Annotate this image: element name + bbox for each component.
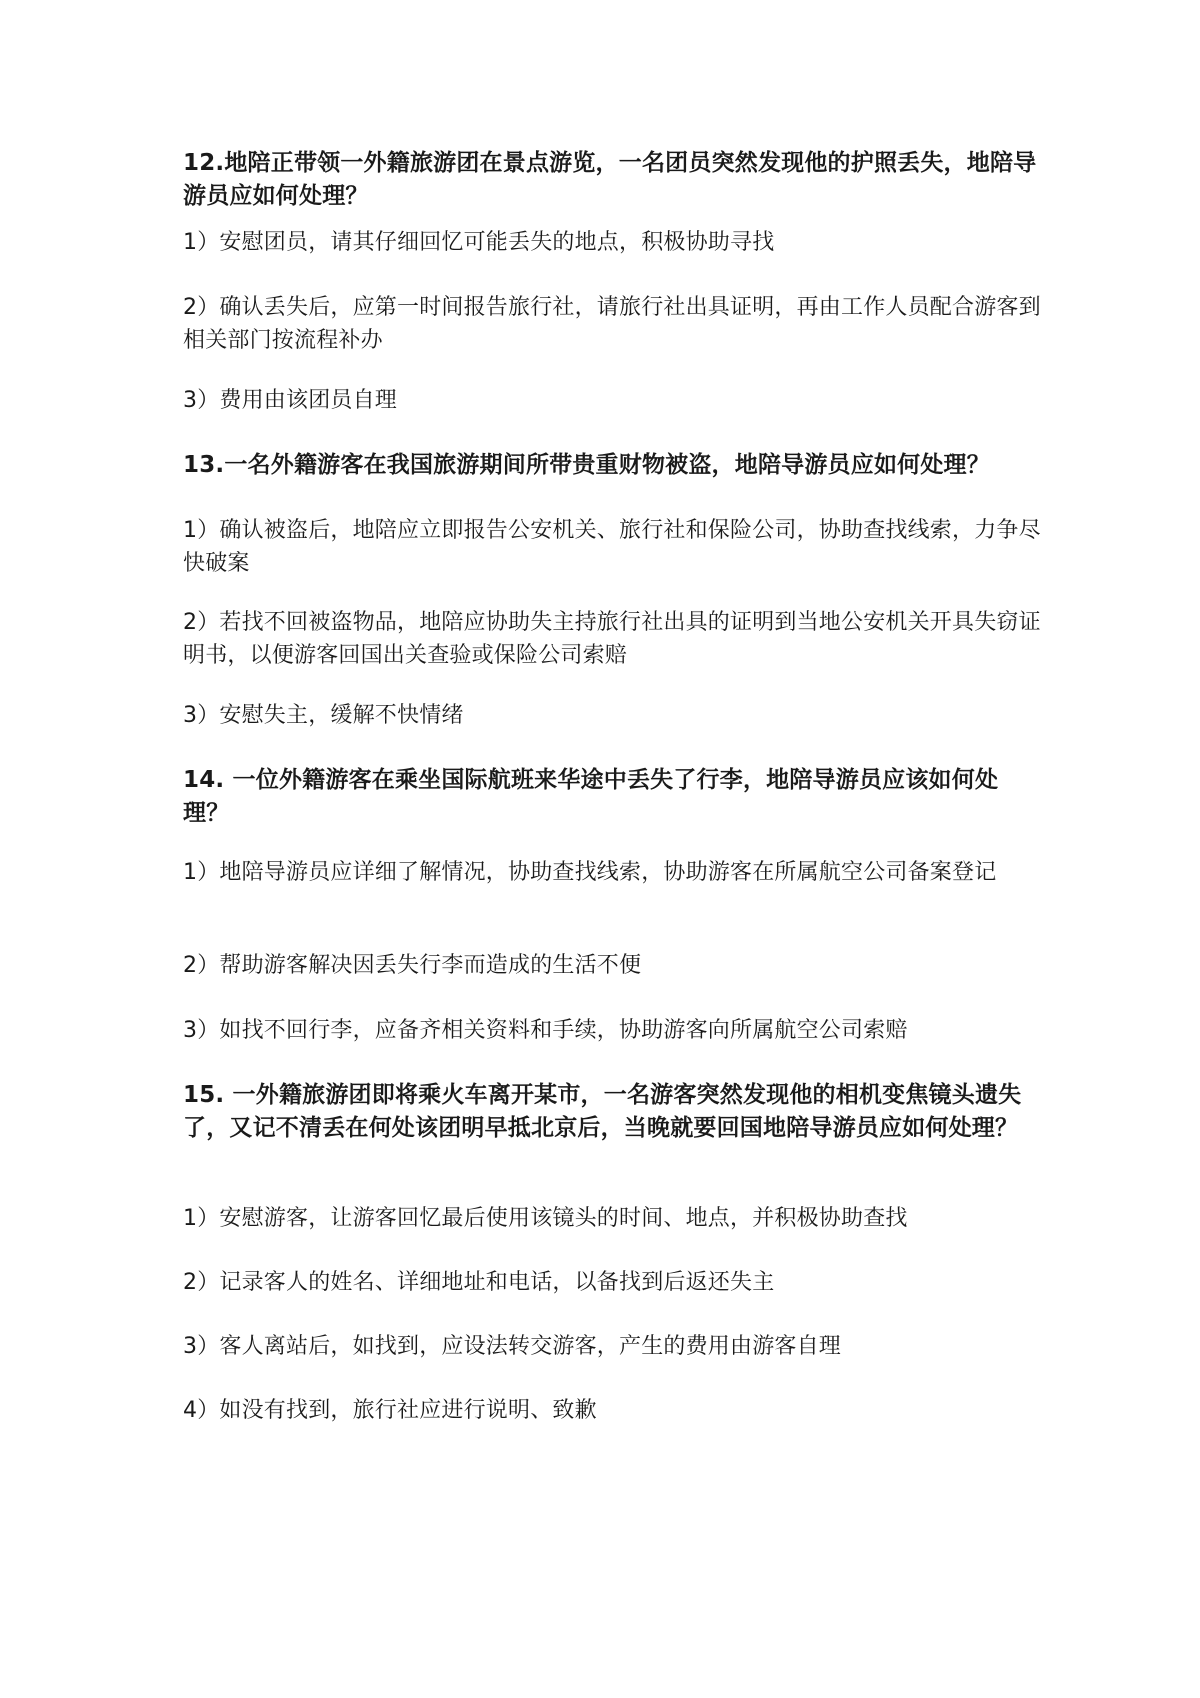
answer-15-2: 2）记录客人的姓名、详细地址和电话，以备找到后返还失主 bbox=[183, 1270, 775, 1295]
answer-14-3: 3）如找不回行李，应备齐相关资料和手续，协助游客向所属航空公司索赔 bbox=[183, 1018, 908, 1043]
answer-15-3: 3）客人离站后，如找到，应设法转交游客，产生的费用由游客自理 bbox=[183, 1334, 841, 1359]
answer-15-4: 4）如没有找到，旅行社应进行说明、致歉 bbox=[183, 1398, 597, 1423]
answer-12-3: 3）费用由该团员自理 bbox=[183, 388, 397, 413]
answer-13-1: 1）确认被盗后，地陪应立即报告公安机关、旅行社和保险公司，协助查找线索，力争尽快破案 bbox=[183, 518, 1041, 576]
answer-13-2: 2）若找不回被盗物品，地陪应协助失主持旅行社出具的证明到当地公安机关开具失窃证明书，以便游客回国出关查验或保险公司索赔 bbox=[183, 610, 1041, 668]
answer-14-1: 1）地陪导游员应详细了解情况，协助查找线索，协助游客在所属航空公司备案登记 bbox=[183, 860, 997, 885]
answer-13-3: 3）安慰失主，缓解不快情绪 bbox=[183, 703, 464, 728]
question-15: 15. 一外籍旅游团即将乘火车离开某市，一名游客突然发现他的相机变焦镜头遗失了，又记不清丢在何处该团明早抵北京后，当晚就要回国地陪导游员应如何处理？ bbox=[183, 1082, 1022, 1141]
question-14: 14. 一位外籍游客在乘坐国际航班来华途中丢失了行李，地陪导游员应该如何处理？ bbox=[183, 767, 999, 826]
answer-15-1: 1）安慰游客，让游客回忆最后使用该镜头的时间、地点，并积极协助查找 bbox=[183, 1206, 908, 1231]
question-13: 13.一名外籍游客在我国旅游期间所带贵重财物被盗，地陪导游员应如何处理？ bbox=[183, 452, 990, 478]
answer-14-2: 2）帮助游客解决因丢失行李而造成的生活不便 bbox=[183, 953, 642, 978]
answer-12-1: 1）安慰团员，请其仔细回忆可能丢失的地点，积极协助寻找 bbox=[183, 230, 775, 255]
question-12: 12.地陪正带领一外籍旅游团在景点游览，一名团员突然发现他的护照丢失，地陪导游员应如何处理？ bbox=[183, 150, 1037, 209]
answer-12-2: 2）确认丢失后，应第一时间报告旅行社，请旅行社出具证明，再由工作人员配合游客到相关部门按流程补办 bbox=[183, 295, 1041, 353]
